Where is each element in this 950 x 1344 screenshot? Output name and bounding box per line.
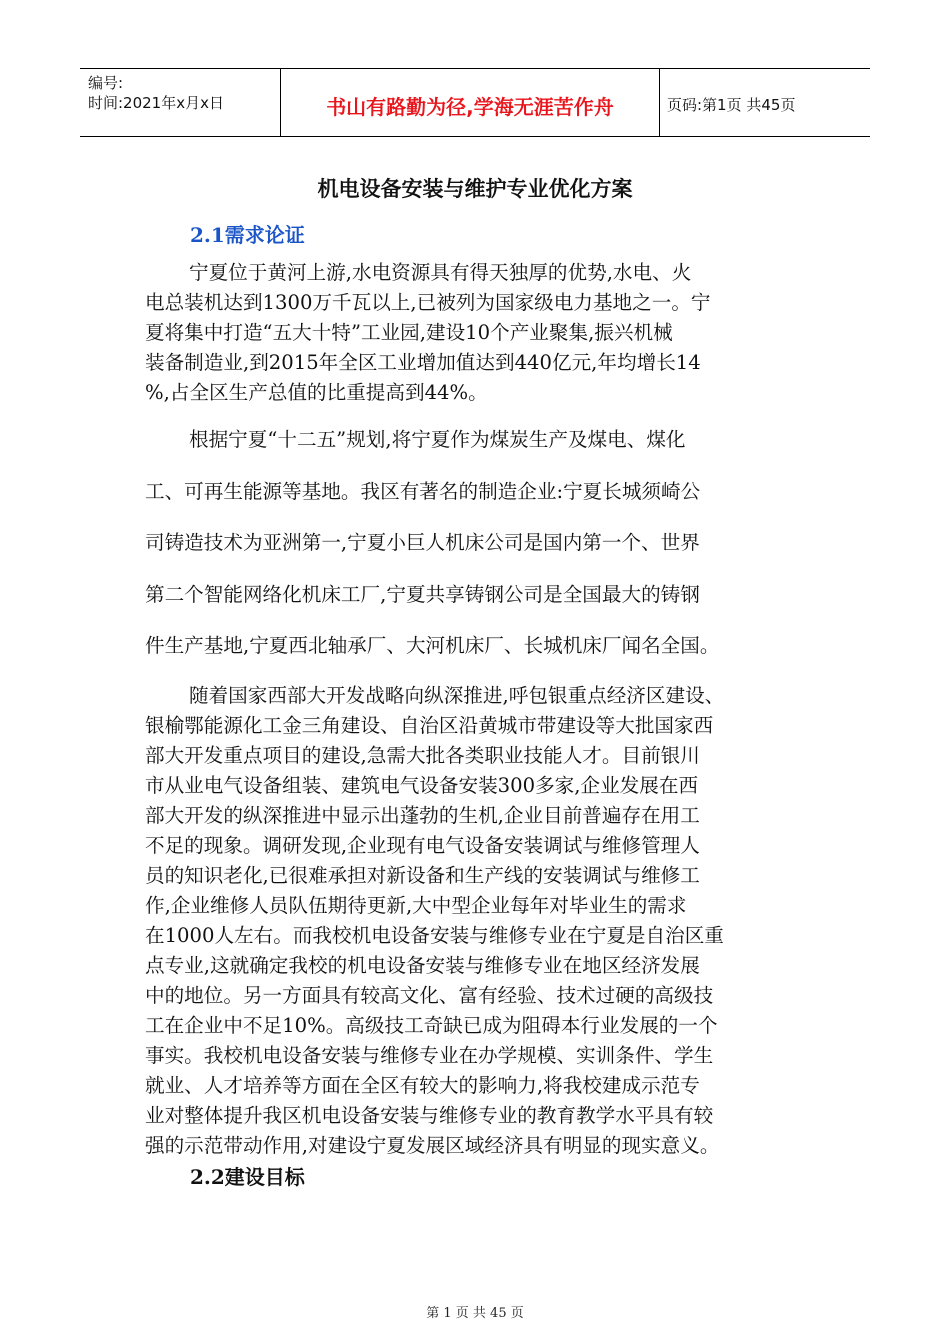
paragraph-line: 根据宁夏“十二五”规划,将宁夏作为煤炭生产及煤电、煤化 xyxy=(189,428,686,451)
paragraph-line: 宁夏位于黄河上游,水电资源具有得天独厚的优势,水电、火 xyxy=(189,261,692,284)
paragraph-line: 随着国家西部大开发战略向纵深推进,呼包银重点经济区建设、 xyxy=(189,684,725,707)
paragraph-line: 不足的现象。调研发现,企业现有电气设备安装调试与维修管理人 xyxy=(145,834,700,857)
paragraph-line: 工在企业中不足10%。高级技工奇缺已成为阻碍本行业发展的一个 xyxy=(145,1014,718,1037)
paragraph-line: 部大开发重点项目的建设,急需大批各类职业技能人才。目前银川 xyxy=(145,744,700,767)
paragraph-line: 夏将集中打造“五大十特”工业园,建设10个产业聚集,振兴机械 xyxy=(145,321,673,344)
document-number-label: 编号: xyxy=(88,74,124,92)
header-bottom-rule xyxy=(80,136,870,137)
paragraph-line: 部大开发的纵深推进中显示出蓬勃的生机,企业目前普遍存在用工 xyxy=(145,804,700,827)
header-divider-right xyxy=(659,68,660,136)
document-time-label: 时间:2021年x月x日 xyxy=(88,94,224,112)
paragraph-line: 市从业电气设备组装、建筑电气设备安装300多家,企业发展在西 xyxy=(145,774,699,797)
section-heading-2-1: 2.1需求论证 xyxy=(190,223,305,247)
header-motto: 书山有路勤为径,学海无涯苦作舟 xyxy=(326,95,614,119)
header-page-info: 页码:第1页 共45页 xyxy=(667,96,796,114)
paragraph-line: 强的示范带动作用,对建设宁夏发展区域经济具有明显的现实意义。 xyxy=(145,1134,720,1157)
paragraph-line: 银榆鄂能源化工金三角建设、自治区沿黄城市带建设等大批国家西 xyxy=(145,714,714,737)
paragraph-line: 装备制造业,到2015年全区工业增加值达到440亿元,年均增长14 xyxy=(145,351,701,374)
paragraph-line: 电总装机达到1300万千瓦以上,已被列为国家级电力基地之一。宁 xyxy=(145,291,711,314)
paragraph-line: 作,企业维修人员队伍期待更新,大中型企业每年对毕业生的需求 xyxy=(145,894,687,917)
section-heading-2-2: 2.2建设目标 xyxy=(190,1165,305,1189)
paragraph-line: 司铸造技术为亚洲第一,宁夏小巨人机床公司是国内第一个、世界 xyxy=(145,531,700,554)
paragraph-line: %,占全区生产总值的比重提高到44%。 xyxy=(145,381,488,404)
paragraph-line: 第二个智能网络化机床工厂,宁夏共享铸钢公司是全国最大的铸钢 xyxy=(145,582,700,606)
paragraph-2 xyxy=(145,414,805,672)
paragraph-line: 员的知识老化,已很难承担对新设备和生产线的安装调试与维修工 xyxy=(145,864,700,887)
paragraph-line: 在1000人左右。而我校机电设备安装与维修专业在宁夏是自治区重 xyxy=(145,924,724,947)
page-footer: 第 1 页 共 45 页 xyxy=(426,1306,524,1321)
paragraph-line: 件生产基地,宁夏西北轴承厂、大河机床厂、长城机床厂闻名全国。 xyxy=(145,634,720,657)
document-title: 机电设备安装与维护专业优化方案 xyxy=(317,176,633,201)
paragraph-3 xyxy=(145,681,805,1161)
paragraph-line: 点专业,这就确定我校的机电设备安装与维修专业在地区经济发展 xyxy=(145,954,700,977)
header-top-rule xyxy=(80,68,870,69)
paragraph-line: 业对整体提升我区机电设备安装与维修专业的教育教学水平具有较 xyxy=(145,1104,714,1127)
paragraph-1 xyxy=(145,258,805,408)
paragraph-line: 中的地位。另一方面具有较高文化、富有经验、技术过硬的高级技 xyxy=(145,984,714,1007)
paragraph-line: 就业、人才培养等方面在全区有较大的影响力,将我校建成示范专 xyxy=(145,1074,700,1097)
paragraph-line: 事实。我校机电设备安装与维修专业在办学规模、实训条件、学生 xyxy=(145,1044,714,1067)
paragraph-line: 工、可再生能源等基地。我区有著名的制造企业:宁夏长城须崎公 xyxy=(145,479,701,503)
